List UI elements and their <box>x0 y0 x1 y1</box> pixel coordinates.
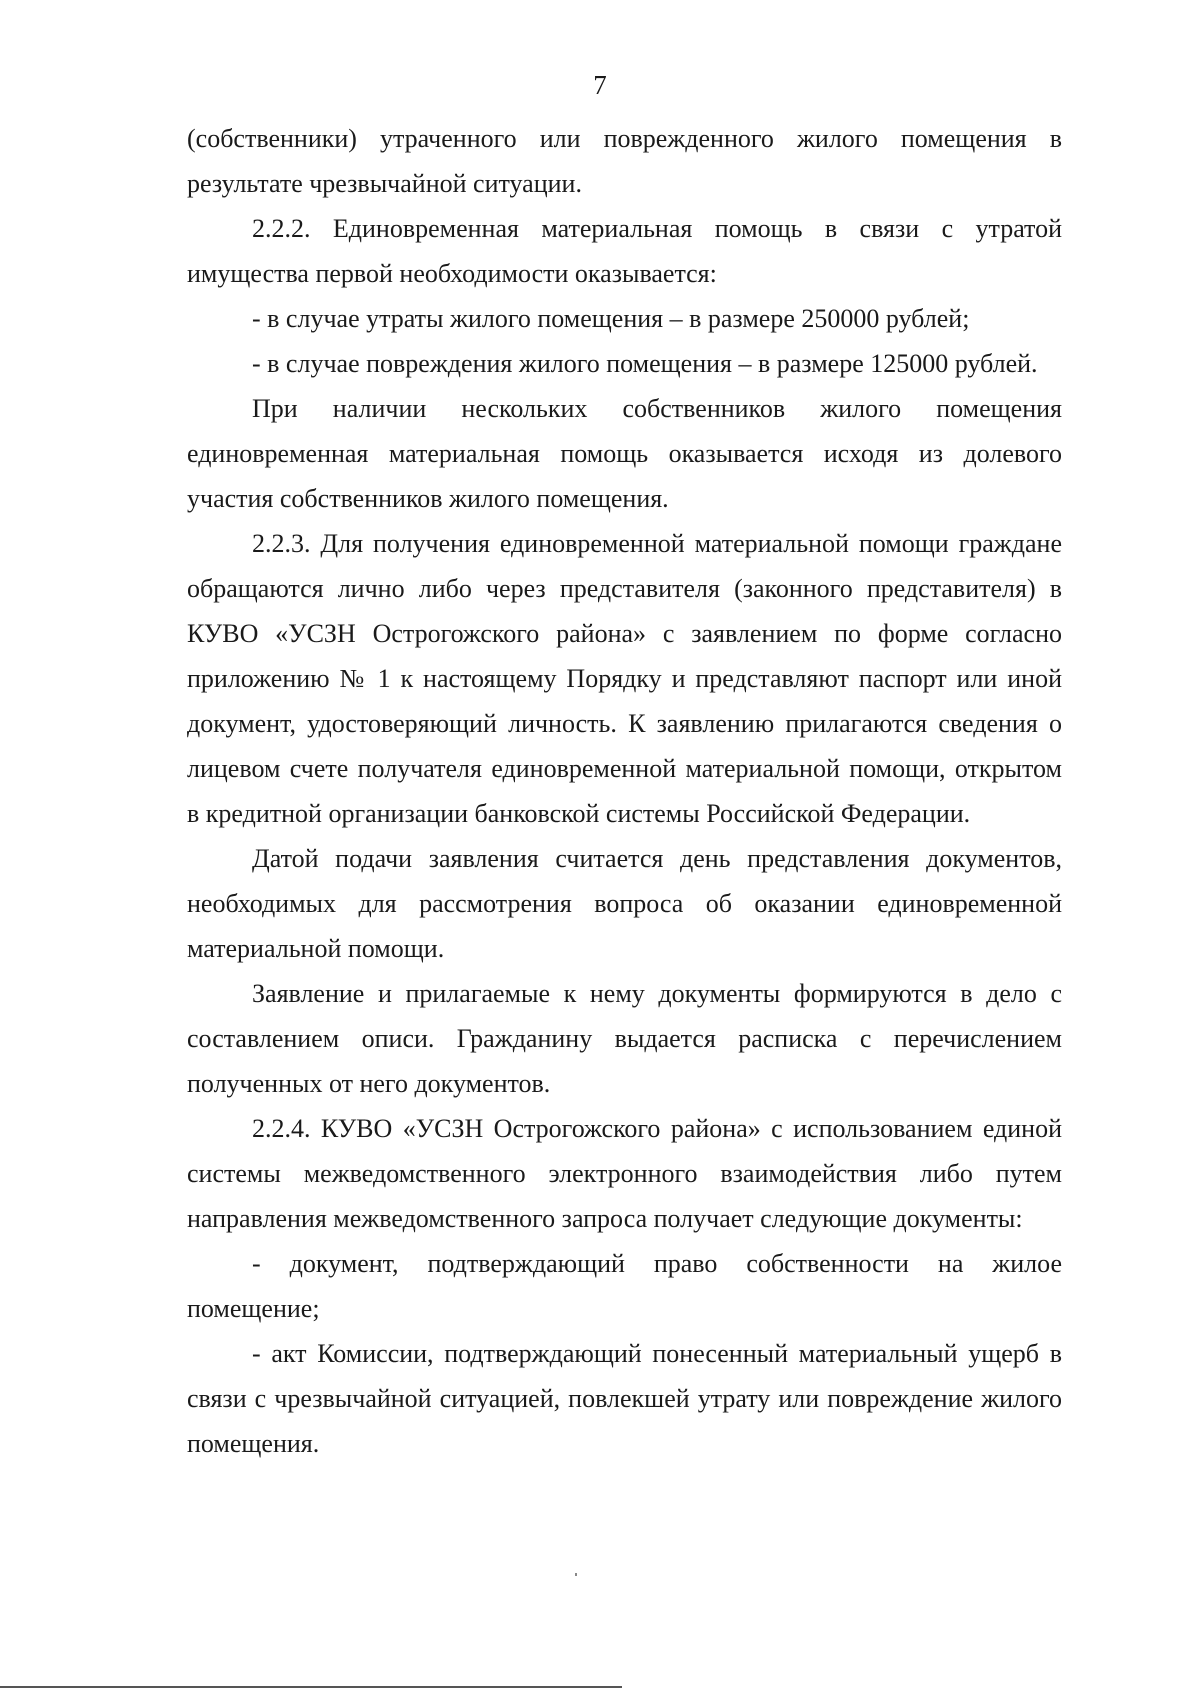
page-number: 7 <box>593 70 607 100</box>
paragraph-2-2-2: 2.2.2. Единовременная материальная помощь в связи с утратой имущества первой необходимости оказывается: <box>187 214 1062 288</box>
paragraph-submission-date: Датой подачи заявления считается день представления документов, необходимых для рассмотрения вопроса об оказании единовременной материальной помощи. <box>187 844 1062 963</box>
list-item-damage-amount: - в случае повреждения жилого помещения – в размере 125000 рублей. <box>252 349 1038 378</box>
paragraph-2-2-4: 2.2.4. КУВО «УСЗН Острогожского района» с использованием единой системы межведомственного электронного взаимодействия либо путем направления межведомственного запроса получает следующие документы: <box>187 1114 1062 1233</box>
list-item-loss-amount: - в случае утраты жилого помещения – в размере 250000 рублей; <box>252 304 970 333</box>
document-body <box>187 116 1062 1466</box>
bottom-rule <box>0 1686 622 1688</box>
paragraph-owners-continuation: (собственники) утраченного или поврежденного жилого помещения в результате чрезвычайной ситуации. <box>187 124 1062 198</box>
list-item-commission-act: - акт Комиссии, подтверждающий понесенный материальный ущерб в связи с чрезвычайной ситуацией, повлекшей утрату или повреждение жилого помещения. <box>187 1339 1062 1458</box>
scan-speck <box>575 1573 577 1576</box>
paragraph-2-2-3: 2.2.3. Для получения единовременной материальной помощи граждане обращаются лично либо через представителя (законного представителя) в КУВО «УСЗН Острогожского района» с заявлением по форме согласно приложению № 1 к настоящему Порядку и представляют паспорт или иной документ, удостоверяющий личность. К заявлению прилагаются сведения о лицевом счете получателя единовременной материальной помощи, открытом в кредитной организации банковской системы Российской Федерации. <box>187 529 1062 828</box>
paragraph-case-file: Заявление и прилагаемые к нему документы формируются в дело с составлением описи. Гражданину выдается расписка с перечислением полученных от него документов. <box>187 979 1062 1098</box>
paragraph-multiple-owners: При наличии нескольких собственников жилого помещения единовременная материальная помощь оказывается исходя из долевого участия собственников жилого помещения. <box>187 394 1062 513</box>
list-item-ownership-document: - документ, подтверждающий право собственности на жилое помещение; <box>187 1249 1062 1323</box>
